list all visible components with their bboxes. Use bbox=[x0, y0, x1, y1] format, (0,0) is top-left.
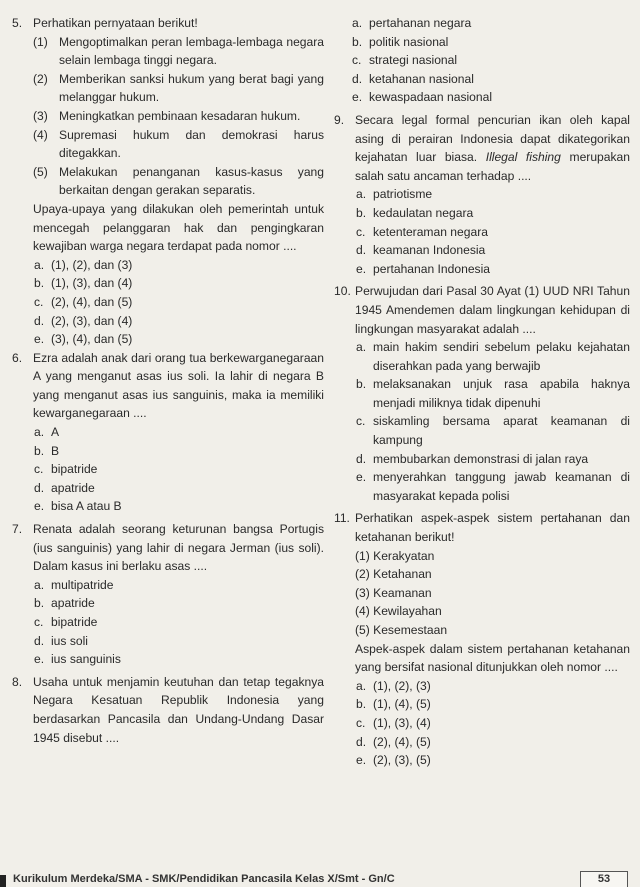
answer-option-a[interactable]: a. pertahanan negara bbox=[352, 16, 472, 30]
answer-option-a[interactable]: a. (1), (2), dan (3) bbox=[34, 257, 133, 272]
answer-option-a[interactable]: a. (1), (2), (3) bbox=[356, 678, 431, 693]
question-8 bbox=[12, 673, 324, 747]
question-stem: Renata adalah seorang keturunan bangsa Portugis (ius sanguinis) yang lahir di negara Jerman (ius soli). Dalam kasus ini berlaku asas .... bbox=[33, 522, 324, 574]
question-9 bbox=[334, 111, 630, 278]
answer-option-a[interactable]: a. main hakim sendiri sebelum pelaku kejahatan diserahkan pada yang berwajib bbox=[356, 340, 630, 373]
question-stem: Secara legal formal pencurian ikan oleh kapal asing di perairan Indonesia dapat dikategorikan kejahatan luar biasa. Illegal fishing merupakan salah satu ancaman terhadap .... bbox=[355, 112, 631, 183]
answer-option-b[interactable]: b. (1), (4), (5) bbox=[356, 697, 431, 712]
question-stem: Ezra adalah anak dari orang tua berkewarganegaraan A yang menganut asas ius soli. Ia lahir di negara B yang menganut asas ius sanguinis, maka ia memiliki kewarganegaraan .... bbox=[33, 350, 324, 421]
aspect-item: (1) Kerakyatan bbox=[355, 548, 435, 563]
question-number: 7. bbox=[12, 522, 23, 537]
answer-option-e[interactable]: e. (3), (4), dan (5) bbox=[34, 332, 133, 347]
answer-option-d[interactable]: d. (2), (4), (5) bbox=[356, 734, 431, 749]
question-number: 9. bbox=[334, 112, 345, 127]
question-prompt: Upaya-upaya yang dilakukan oleh pemerintah untuk mencegah pelanggaran hak dan pengingkaran kewajiban warga negara terdapat pada nomor .... bbox=[33, 201, 324, 254]
italic-term: Illegal fishing bbox=[485, 150, 561, 165]
statement-item: (4) Supremasi hukum dan demokrasi harus ditegakkan. bbox=[33, 127, 324, 161]
question-number: 8. bbox=[12, 674, 23, 689]
right-column bbox=[334, 14, 630, 770]
answer-option-e[interactable]: e. ius sanguinis bbox=[34, 652, 121, 667]
question-10 bbox=[334, 282, 630, 505]
question-5 bbox=[12, 14, 324, 349]
question-8-options bbox=[334, 14, 630, 107]
question-number: 10. bbox=[334, 284, 351, 299]
aspect-item: (5) Kesemestaan bbox=[355, 623, 448, 637]
answer-option-e[interactable]: e. bisa A atau B bbox=[34, 499, 122, 514]
answer-option-d[interactable]: d. ius soli bbox=[34, 633, 88, 648]
footer-bar bbox=[0, 875, 6, 887]
answer-option-b[interactable]: b. apatride bbox=[34, 596, 95, 611]
answer-option-c[interactable]: c. bipatride bbox=[34, 615, 98, 629]
aspect-item: (2) Ketahanan bbox=[355, 567, 432, 582]
statement-item: (3) Meningkatkan pembinaan kesadaran hukum. bbox=[33, 108, 301, 123]
answer-option-d[interactable]: d. keamanan Indonesia bbox=[356, 243, 486, 258]
answer-option-c[interactable]: c. (2), (4), dan (5) bbox=[34, 294, 133, 309]
page-footer bbox=[0, 872, 640, 887]
question-number: 6. bbox=[12, 350, 23, 365]
question-prompt: Aspek-aspek dalam sistem pertahanan ketahanan yang bersifat nasional ditunjukkan oleh nomor .... bbox=[355, 641, 630, 675]
answer-option-d[interactable]: d. (2), (3), dan (4) bbox=[34, 313, 133, 328]
question-6 bbox=[12, 349, 324, 516]
answer-option-b[interactable]: b. B bbox=[34, 443, 60, 458]
answer-option-d[interactable]: d. membubarkan demonstrasi di jalan raya bbox=[356, 451, 589, 466]
statement-item: (5) Melakukan penanganan kasus-kasus yang berkaitan dengan gerakan separatis. bbox=[33, 164, 324, 198]
answer-option-b[interactable]: b. melaksanakan unjuk rasa apabila haknya menjadi miliknya tidak dipenuhi bbox=[356, 377, 630, 410]
footer-text: Kurikulum Merdeka/SMA - SMK/Pendidikan Pancasila Kelas X/Smt - Gn/C bbox=[13, 873, 395, 885]
statement-item: (1) Mengoptimalkan peran lembaga-lembaga negara selain lembaga tinggi negara. bbox=[33, 34, 324, 68]
answer-option-a[interactable]: a. multipatride bbox=[34, 577, 114, 592]
aspect-item: (3) Keamanan bbox=[355, 585, 432, 600]
question-number: 11. bbox=[334, 511, 350, 526]
question-stem: Usaha untuk menjamin keutuhan dan tetap tegaknya Negara Kesatuan Republik Indonesia yang berdasarkan Pancasila dan Undang-Undang Dasar 1945 disebut .... bbox=[33, 674, 324, 745]
answer-option-d[interactable]: d. ketahanan nasional bbox=[352, 71, 474, 86]
answer-option-e[interactable]: e. menyerahkan tanggung jawab keamanan di masyarakat kepada polisi bbox=[356, 470, 630, 503]
answer-option-e[interactable]: e. pertahanan Indonesia bbox=[356, 261, 491, 276]
answer-option-e[interactable]: e. kewaspadaan nasional bbox=[352, 90, 493, 105]
answer-option-a[interactable]: a. A bbox=[34, 425, 60, 440]
answer-option-b[interactable]: b. (1), (3), dan (4) bbox=[34, 276, 133, 291]
question-11 bbox=[334, 509, 630, 769]
question-7 bbox=[12, 520, 324, 669]
question-stem: Perhatikan aspek-aspek sistem pertahanan dan ketahanan berikut! bbox=[355, 511, 630, 545]
answer-option-b[interactable]: b. kedaulatan negara bbox=[356, 205, 474, 220]
answer-option-c[interactable]: c. siskamling bersama aparat keamanan di kampung bbox=[356, 414, 630, 448]
question-stem: Perwujudan dari Pasal 30 Ayat (1) UUD NRI Tahun 1945 Amendemen dalam lingkungan kehidupan di lingkungan masyarakat adalah .... bbox=[355, 284, 630, 336]
aspect-item: (4) Kewilayahan bbox=[355, 604, 442, 619]
answer-option-c[interactable]: c. strategi nasional bbox=[352, 53, 458, 68]
answer-option-d[interactable]: d. apatride bbox=[34, 480, 95, 495]
answer-option-b[interactable]: b. politik nasional bbox=[352, 34, 449, 49]
answer-option-c[interactable]: c. bipatride bbox=[34, 462, 98, 477]
statement-item: (2) Memberikan sanksi hukum yang berat bagi yang melanggar hukum. bbox=[33, 71, 324, 105]
answer-option-a[interactable]: a. patriotisme bbox=[356, 187, 433, 202]
answer-option-e[interactable]: e. (2), (3), (5) bbox=[356, 753, 431, 768]
answer-option-c[interactable]: c. (1), (3), (4) bbox=[356, 715, 431, 730]
question-stem: Perhatikan pernyataan berikut! bbox=[33, 16, 198, 30]
answer-option-c[interactable]: c. ketenteraman negara bbox=[356, 224, 488, 239]
question-number: 5. bbox=[12, 16, 23, 30]
left-column bbox=[12, 14, 324, 747]
page-number: 53 bbox=[580, 871, 628, 887]
